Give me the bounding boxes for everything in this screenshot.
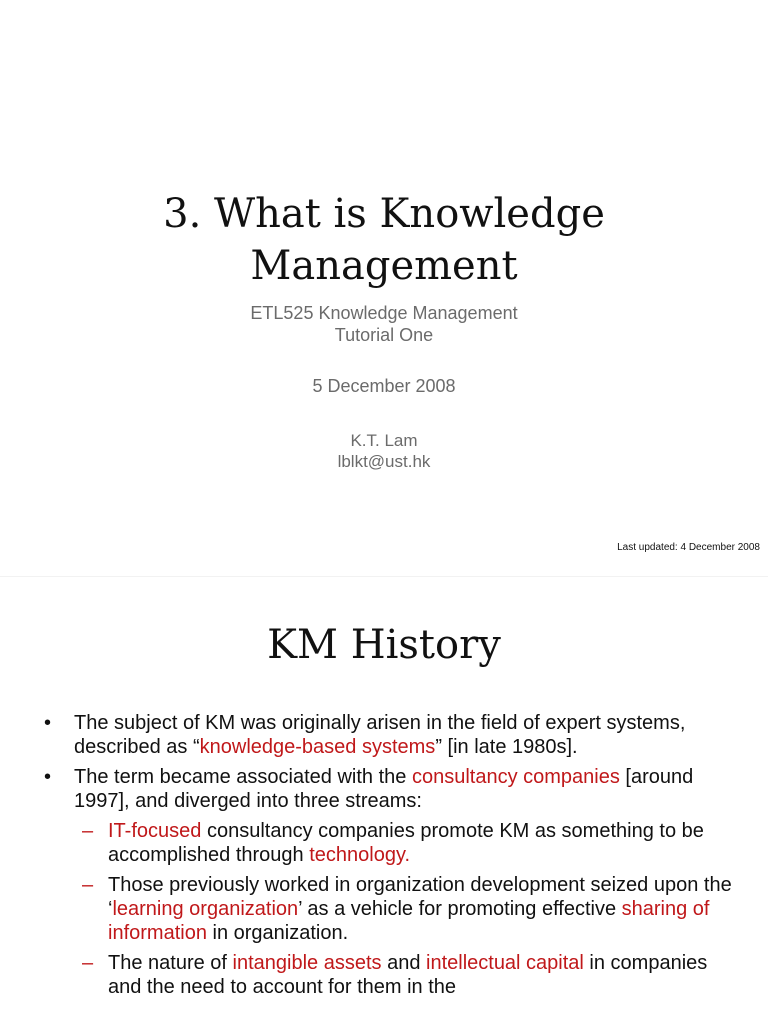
highlight-text: sharing of information <box>108 898 710 944</box>
highlight-text: knowledge-based systems <box>199 736 436 758</box>
highlight-text: IT-focused <box>108 820 202 842</box>
dash-icon: – <box>82 820 94 842</box>
bullet-list <box>40 711 740 1005</box>
bullet-icon: • <box>44 712 52 734</box>
course-name: ETL525 Knowledge Management <box>250 303 518 323</box>
bullet-text: The subject of KM was originally arisen in the field of expert systems, described as “ <box>74 712 686 758</box>
presentation-date: 5 December 2008 <box>312 376 456 396</box>
sub-bullet-text: ’ as a vehicle for promoting effective <box>298 898 622 920</box>
bullet-text: [around 1997], and diverged into three streams: <box>74 766 694 812</box>
sub-bullet-text: The nature of <box>108 952 233 974</box>
slide-title-line1: 3. What is Knowledge <box>163 191 605 237</box>
slide-title <box>0 188 768 292</box>
highlight-text: learning organization <box>112 898 299 920</box>
author-email: lblkt@ust.hk <box>337 452 431 471</box>
last-updated-note: Last updated: 4 December 2008 <box>617 542 760 553</box>
highlight-text: technology. <box>309 844 411 866</box>
dash-icon: – <box>82 874 94 896</box>
slide-subtitle <box>0 302 768 346</box>
sub-bullet-text: consultancy companies promote KM as something to be accomplished through <box>108 820 704 866</box>
slide-title-line2: Management <box>250 243 518 289</box>
sub-bullet-text: in organization. <box>206 922 349 944</box>
sub-bullet-item <box>74 951 740 999</box>
bullet-text: ” [in late 1980s]. <box>435 736 578 758</box>
sub-bullet-text: Those previously worked in organization development seized upon the ‘ <box>108 874 732 920</box>
bullet-text: The term became associated with the <box>74 766 412 788</box>
dash-icon: – <box>82 952 94 974</box>
tutorial-name: Tutorial One <box>334 325 434 345</box>
highlight-text: intellectual capital <box>426 952 584 974</box>
sub-bullet-list <box>74 819 740 999</box>
highlight-text: consultancy companies <box>411 766 620 788</box>
sub-bullet-item <box>74 873 740 945</box>
km-history-slide <box>0 577 768 1024</box>
author-block <box>0 430 768 472</box>
author-name: K.T. Lam <box>350 431 418 450</box>
bullet-item <box>40 711 740 759</box>
bullet-item <box>40 765 740 999</box>
sub-bullet-text: and <box>381 952 426 974</box>
sub-bullet-text: in companies and the need to account for them in the <box>108 952 708 998</box>
highlight-text: intangible assets <box>232 952 382 974</box>
slide-title: KM History <box>267 622 501 668</box>
sub-bullet-item <box>74 819 740 867</box>
bullet-icon: • <box>44 766 52 788</box>
